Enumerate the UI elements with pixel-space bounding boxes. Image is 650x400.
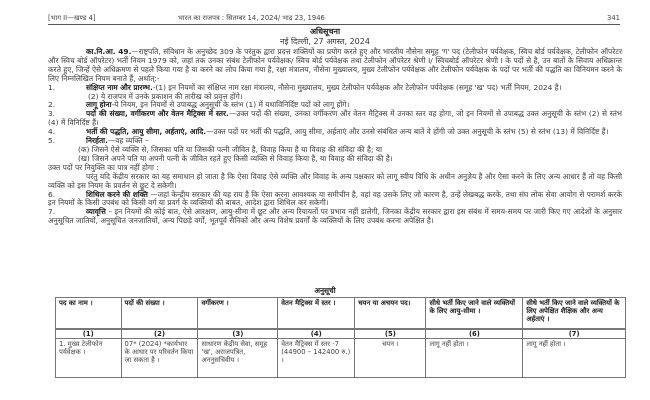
rule-6: 6. शिथिल करने की शक्ति —जहां केन्द्रीय सरकार की यह राय है कि ऐसा करना आवश्यक या समीचीन है, वहां वह उसके लिए जो कारण है, उन्हें लेखबद्ध करके, तथा संघ लोक सेवा आयोग से परामर्श करके इन नियमों के किसी उपबंध को किसी वर्ग या प्रवर्ग के व्यक्तियों की बाबत, आदेश द्वारा शिथिल कर सकेगी। — [48, 189, 622, 208]
rule-1: 1. संक्षिप्त नाम और प्रारम्भ.-(1) इन नियमों का संक्षिप्त नाम रक्षा मंत्रालय, नौसेना मुख्यालय, मुख्य टेलीफोन पर्यवेक्षक और टेलीफोन पर्यवेक्षक (समूह 'ख' पद) भर्ती नियम, 2024 है। — [48, 82, 562, 92]
part-label: [भाग II—खण्ड 4] — [48, 14, 96, 22]
gazette-title: भारत का राजपत्र : सितम्बर 14, 2024/ भाद्र 23, 1946 — [178, 14, 325, 22]
preamble-text: —राष्ट्रपति, संविधान के अनुच्छेद 309 के परंतुक द्वारा प्रदत्त शक्तियों का प्रयोग करते हुए और भारतीय नौसेना समूह 'ग' पद (टेलीफोन पर्यवेक्षक, स्विच बोर्ड पर्यवेक्षक, टेलीफोन ऑपरेटर और स्विच बोर्ड ऑपरेटर) भर्ती नियम 1979 को, जहां तक उनका संबंध टेलीफोन पर्यवेक्षक/ स्विच बोर्ड पर्यवेक्षक तथा टेलीफोन ऑपरेटर श्रेणी I/ स्विचबोर्ड ऑपरेटर श्रेणी I के पदों से है, उन बातों के सिवाय अधिक्रान्त करते हुए, जिन्हें ऐसे अधिक्रमण से पहले किया गया है या करने का लोप किया गया है, रक्षा मंत्रालय, नौसेना मुख्यालय, मुख्य टेलीफोन पर्यवेक्षक और टेलीफोन पर्यवेक्षक के पदों पर भर्ती की पद्धति का विनियमन करने के लिए निम्नलिखित नियम बनाते हैं, अर्थात्:- — [48, 47, 622, 83]
preamble — [48, 48, 622, 84]
cell-qualifications: लागू नहीं होता । — [523, 339, 626, 378]
header-pay-level: वेतन मैट्रिक्स में स्तर । — [278, 298, 355, 330]
header-selection: चयन या अचयन पद। — [355, 298, 426, 330]
header-post-name: पद का नाम । — [56, 298, 122, 330]
rule-7: 7. व्यावृत्ति – इन नियमों की कोई बात, ऐसे आरक्षण, आयु-सीमा में छूट और अन्य रियायतों पर प्रभाव नहीं डालेगी, जिनका केंद्रीय सरकार द्वारा इस संबंध में समय-समय पर जारी किए गए आदेशों के अनुसार अनुसूचित जातियों, अनुसूचित जनजातियों, अन्य पिछड़े वर्गों, भूतपूर्व सैनिकों और अन्य विशेष प्रवर्गों के व्यक्तियों के लिए उपबंध करना अपेक्षित है। — [48, 207, 622, 226]
rule-heading: भर्ती की पद्धति, आयु सीमा, अर्हताएं, आदि. — [86, 127, 207, 137]
cell-classification: साधारण केंद्रीय सेवा, समूह 'ख', अराजपत्रित, अननुसचिवीय । — [198, 339, 278, 378]
running-header — [48, 14, 620, 25]
rule-5-proviso: परंतु यदि केंद्रीय सरकार का यह समाधान हो जाता है कि ऐसा विवाह ऐसे व्यक्ति और विवाह के अन्य पक्षकार को लागू स्वीय विधि के अधीन अनुज्ञेय है और ऐसा करने के लिए अन्य आधार हैं तो वह किसी व्यक्ति को इस नियम के प्रवर्तन से छूट दे सकेगी। — [48, 171, 622, 190]
schedule-table — [55, 297, 626, 378]
cell-age-limit: लागू नहीं होता । — [426, 339, 523, 378]
rule-1-sub: (2) ये राजपत्र में उनके प्रकाशन की तारीख को प्रवृत्त होंगे। — [88, 91, 243, 101]
header-classification: वर्गीकरण । — [198, 298, 278, 330]
header-number-of-posts: पदों की संख्या । — [121, 298, 198, 330]
rule-2: 2. लागू होना-ये नियम, इन नियमों से उपाबद्ध अनुसूची के स्तंभ (1) में यथाविनिर्दिष्ट पदों को लागू होंगे। — [48, 100, 350, 110]
notification-title: अधिसूचना — [309, 27, 341, 36]
header-age-limit: सीधे भर्ती किए जाने वाले व्यक्तियों के लिए आयु-सीमा । — [426, 298, 523, 330]
rule-heading: संक्षिप्त नाम और प्रारम्भ. — [86, 82, 153, 92]
table-row — [56, 339, 626, 378]
rule-5-clause-a: (क) जिसने ऐसे व्यक्ति से, जिसका पति या जिसकी पत्नी जीवित है, विवाह किया है या विवाह की संविदा की है; या — [78, 144, 383, 154]
cell-selection: चयन । — [355, 339, 426, 378]
rule-3: 3. पदों की संख्या, वर्गीकरण और वेतन मैट्रिक्स में स्तर.—उक्त पदों की संख्या, उनका वर्गीकरण और वेतन मैट्रिक्स में उनका स्तर वह होगा, जो इन नियमों से उपाबद्ध उक्त अनुसूची के स्तंभ (2) से स्तंभ (4) में विनिर्दिष्ट हैं। — [48, 109, 622, 128]
order-reference: का.नि.आ. 49. — [86, 47, 132, 56]
cell-number-of-posts: 07* (2024) *कार्यभार के आधार पर परिवर्तन किया जा सकता है । — [121, 339, 198, 378]
rule-5-clause-b: (ख) जिसने अपने पति या अपनी पत्नी के जीवित रहते हुए किसी व्यक्ति से विवाह किया है, या विवाह की संविदा की है। — [78, 153, 393, 163]
schedule-title: अनुसूची — [314, 286, 336, 295]
rule-heading: निरर्हता. — [86, 136, 108, 146]
rule-heading: लागू होना — [86, 100, 112, 110]
rule-heading: पदों की संख्या, वर्गीकरण और वेतन मैट्रिक्स में स्तर. — [86, 109, 229, 119]
notification-body — [48, 48, 622, 226]
rule-5-after: उक्त पदों पर नियुक्ति का पात्र नहीं होगा : — [48, 162, 159, 172]
schedule-column-numbers: (1) (2) (3) (4) (5) (6) (7) — [56, 329, 626, 339]
schedule-header-row — [56, 298, 626, 330]
header-qualifications: सीधे भर्ती किए जाने वाले व्यक्तियों के लिए अपेक्षित शैक्षिक और अन्य अर्हताएं । — [523, 298, 626, 330]
rule-4: 4. भर्ती की पद्धति, आयु सीमा, अर्हताएं, आदि.—उक्त पदों पर भर्ती की पद्धति, आयु सीमा, अर्हताएं और उनसे संबंधित अन्य बातें वे होंगी जो उक्त अनुसूची के स्तंभ (5) से स्तंभ (13) में विनिर्दिष्ट हैं। — [48, 127, 609, 137]
notification-dateline: नई दिल्ली, 27 अगस्त, 2024 — [280, 37, 370, 46]
rule-heading: व्यावृत्ति — [86, 207, 106, 217]
rule-heading: शिथिल करने की शक्ति — [86, 189, 148, 199]
cell-pay-level: वेतन मैट्रिक्स में स्तर -7 (44900 – 142400 रु.) । — [278, 339, 355, 378]
rule-5: 5. निरर्हता.—वह व्यक्ति – — [48, 136, 149, 146]
page-number: 341 — [607, 14, 620, 22]
cell-post-name: 1. मुख्य टेलीफोन पर्यवेक्षक । — [56, 339, 122, 378]
